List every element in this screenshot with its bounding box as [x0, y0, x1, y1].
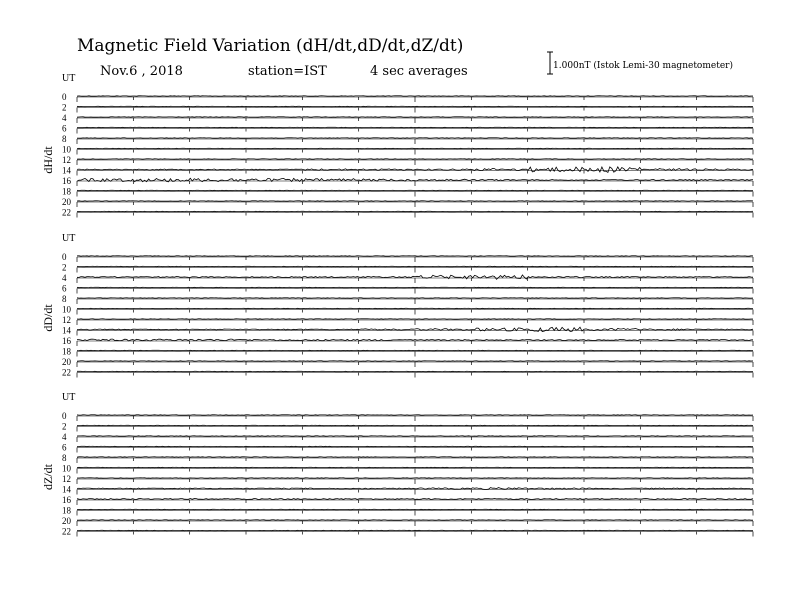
- trace-row: [62, 197, 753, 207]
- trace-row: [62, 113, 753, 123]
- trace-row: [62, 516, 753, 526]
- trace-row: [62, 252, 753, 262]
- trace-row: [62, 263, 753, 273]
- hour-label: 14: [62, 484, 71, 495]
- averaging-label: 4 sec averages: [370, 64, 468, 79]
- hour-label: 10: [62, 463, 71, 474]
- trace-row: [62, 315, 753, 325]
- hour-label: 4: [62, 273, 67, 283]
- trace-row: [62, 464, 753, 474]
- hour-label: 2: [62, 102, 67, 113]
- trace-row: [62, 92, 753, 102]
- hour-label: 18: [62, 186, 71, 197]
- ut-axis-label: UT: [62, 73, 76, 84]
- hour-label: 4: [62, 113, 67, 123]
- trace-row: [62, 294, 753, 304]
- hour-label: 16: [62, 336, 71, 346]
- hour-label: 0: [62, 92, 67, 102]
- panel-ylabel: dZ/dt: [41, 464, 55, 490]
- hour-label: 0: [62, 252, 67, 262]
- trace-row: [62, 506, 753, 516]
- hour-label: 8: [62, 453, 67, 463]
- hour-label: 0: [62, 411, 67, 421]
- trace-row: [62, 443, 753, 453]
- hour-label: 4: [62, 432, 67, 442]
- hour-label: 12: [62, 474, 71, 484]
- trace-row: [62, 326, 753, 336]
- hour-label: 2: [62, 262, 67, 273]
- hour-label: 8: [62, 294, 67, 304]
- trace-row: [62, 134, 753, 144]
- trace-row: [62, 187, 753, 197]
- trace-row: [62, 347, 753, 357]
- trace-row: [62, 273, 753, 283]
- hour-label: 6: [62, 442, 67, 453]
- trace-row: [62, 176, 753, 186]
- ut-axis-label: UT: [62, 233, 76, 244]
- hour-label: 10: [62, 304, 71, 315]
- trace-row: [62, 103, 753, 113]
- signal-trace: [77, 339, 753, 341]
- signal-trace: [77, 499, 753, 500]
- panel-ylabel: dH/dt: [41, 146, 55, 174]
- trace-row: [62, 411, 753, 421]
- trace-row: [62, 208, 753, 218]
- hour-label: 20: [62, 357, 71, 367]
- trace-row: [62, 422, 753, 432]
- hour-label: 10: [62, 144, 71, 155]
- trace-row: [62, 155, 753, 165]
- hour-label: 14: [62, 165, 71, 176]
- trace-row: [62, 495, 753, 505]
- trace-row: [62, 368, 753, 378]
- panel-dd-dt: [41, 233, 753, 378]
- trace-row: [62, 166, 753, 176]
- hour-label: 22: [62, 367, 71, 378]
- hour-label: 6: [62, 123, 67, 134]
- trace-row: [62, 527, 753, 537]
- hour-label: 12: [62, 155, 71, 165]
- trace-row: [62, 336, 753, 346]
- hour-label: 22: [62, 526, 71, 537]
- panel-ylabel: dD/dt: [41, 304, 55, 332]
- hour-label: 16: [62, 176, 71, 186]
- hour-label: 22: [62, 207, 71, 218]
- hour-label: 8: [62, 134, 67, 144]
- trace-row: [62, 453, 753, 463]
- trace-row: [62, 432, 753, 442]
- hour-label: 2: [62, 421, 67, 432]
- hour-label: 20: [62, 197, 71, 207]
- trace-row: [62, 474, 753, 484]
- trace-row: [62, 485, 753, 495]
- trace-row: [62, 124, 753, 134]
- hour-label: 20: [62, 516, 71, 526]
- signal-trace: [77, 488, 753, 490]
- trace-row: [62, 284, 753, 294]
- trace-row: [62, 357, 753, 367]
- chart-panels: [41, 73, 753, 537]
- panel-dh-dt: [41, 73, 753, 218]
- scale-bar: [547, 52, 553, 74]
- hour-label: 16: [62, 495, 71, 505]
- hour-label: 18: [62, 346, 71, 357]
- hour-label: 14: [62, 325, 71, 336]
- scale-bar-label: 1.000nT (Istok Lemi-30 magnetometer): [553, 61, 733, 71]
- panel-dz-dt: [41, 392, 753, 537]
- hour-label: 12: [62, 315, 71, 325]
- ut-axis-label: UT: [62, 392, 76, 403]
- chart-title: Magnetic Field Variation (dH/dt,dD/dt,dZ/dt): [77, 36, 464, 56]
- hour-label: 18: [62, 505, 71, 516]
- trace-row: [62, 305, 753, 315]
- trace-row: [62, 145, 753, 155]
- hour-label: 6: [62, 283, 67, 294]
- station-label: station=IST: [248, 64, 327, 79]
- date-label: Nov.6 , 2018: [100, 64, 183, 79]
